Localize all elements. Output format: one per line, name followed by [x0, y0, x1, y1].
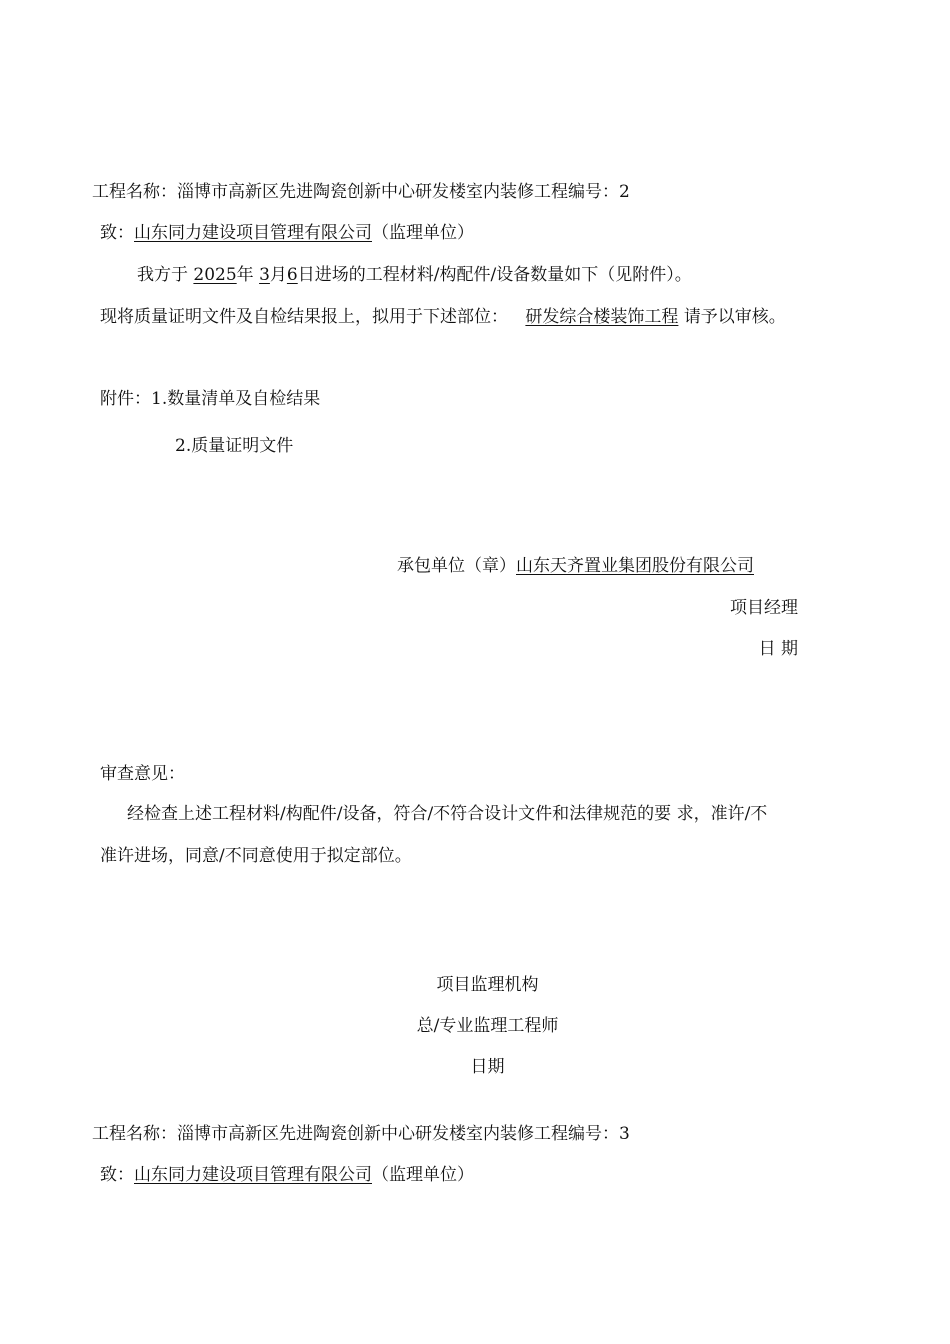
- usage-text-2: 请予以审核。: [683, 307, 786, 327]
- doc-number-2: 3: [619, 1124, 630, 1144]
- supervision-date-label: 日期: [470, 1057, 505, 1077]
- entry-text-4: 日进场的工程材料/构配件/设备数量如下（见附件）。: [297, 265, 692, 285]
- usage-text-1: 现将质量证明文件及自检结果报上，拟用于下述部位：: [100, 307, 508, 327]
- project-name-line-2: [92, 1123, 630, 1145]
- attachment-item-1: 1.数量清单及自检结果: [151, 389, 321, 409]
- contractor-company: 山东天齐置业集团股份有限公司: [516, 556, 754, 576]
- doc-number: 2: [619, 182, 630, 202]
- entry-text-2: 年: [236, 265, 254, 285]
- review-heading: 审查意见：: [100, 764, 185, 784]
- entry-text-1: 我方于: [137, 265, 188, 285]
- project-name-value-2: 淄博市高新区先进陶瓷创新中心研发楼室内装修工程: [177, 1124, 568, 1144]
- supervisor-role-2: （监理单位）: [372, 1165, 474, 1185]
- recipient-line-2: [100, 1164, 474, 1186]
- project-name-label-2: 工程名称：: [92, 1124, 177, 1144]
- entry-text-3: 月: [269, 265, 287, 285]
- supervisor-role: （监理单位）: [372, 223, 474, 243]
- supervision-engineer-label: 总/专业监理工程师: [416, 1016, 559, 1036]
- contractor-date-label: 日 期: [758, 639, 798, 659]
- doc-number-label-2: 编号：: [568, 1124, 619, 1144]
- doc-number-label: 编号：: [568, 182, 619, 202]
- review-text-2: 准许进场，同意/不同意使用于拟定部位。: [100, 846, 412, 866]
- supervision-org-label: 项目监理机构: [436, 975, 539, 995]
- contractor-line: [397, 555, 754, 577]
- attachment-item-2: 2.质量证明文件: [175, 436, 294, 456]
- supervisor-company-2: 山东同力建设项目管理有限公司: [134, 1165, 372, 1185]
- attachment-line-1: [100, 388, 320, 410]
- contractor-label: 承包单位（章）: [397, 556, 516, 576]
- project-name-value: 淄博市高新区先进陶瓷创新中心研发楼室内装修工程: [177, 182, 568, 202]
- entry-day: 6: [286, 265, 298, 285]
- recipient-prefix: 致：: [100, 223, 134, 243]
- project-name-label: 工程名称：: [92, 182, 177, 202]
- review-text-1: 经检查上述工程材料/构配件/设备，符合/不符合设计文件和法律规范的要 求，准许/不: [127, 804, 768, 824]
- entry-year: 2025: [193, 265, 237, 285]
- attachments-label: 附件：: [100, 389, 151, 409]
- recipient-line: [100, 222, 474, 244]
- usage-location: 研发综合楼装饰工程: [525, 307, 679, 327]
- project-manager-label: 项目经理: [730, 598, 798, 618]
- recipient-prefix-2: 致：: [100, 1165, 134, 1185]
- entry-statement: [137, 264, 692, 286]
- usage-statement: [100, 306, 786, 328]
- supervisor-company: 山东同力建设项目管理有限公司: [134, 223, 372, 243]
- project-name-line: [92, 181, 630, 203]
- entry-month: 3: [259, 265, 270, 285]
